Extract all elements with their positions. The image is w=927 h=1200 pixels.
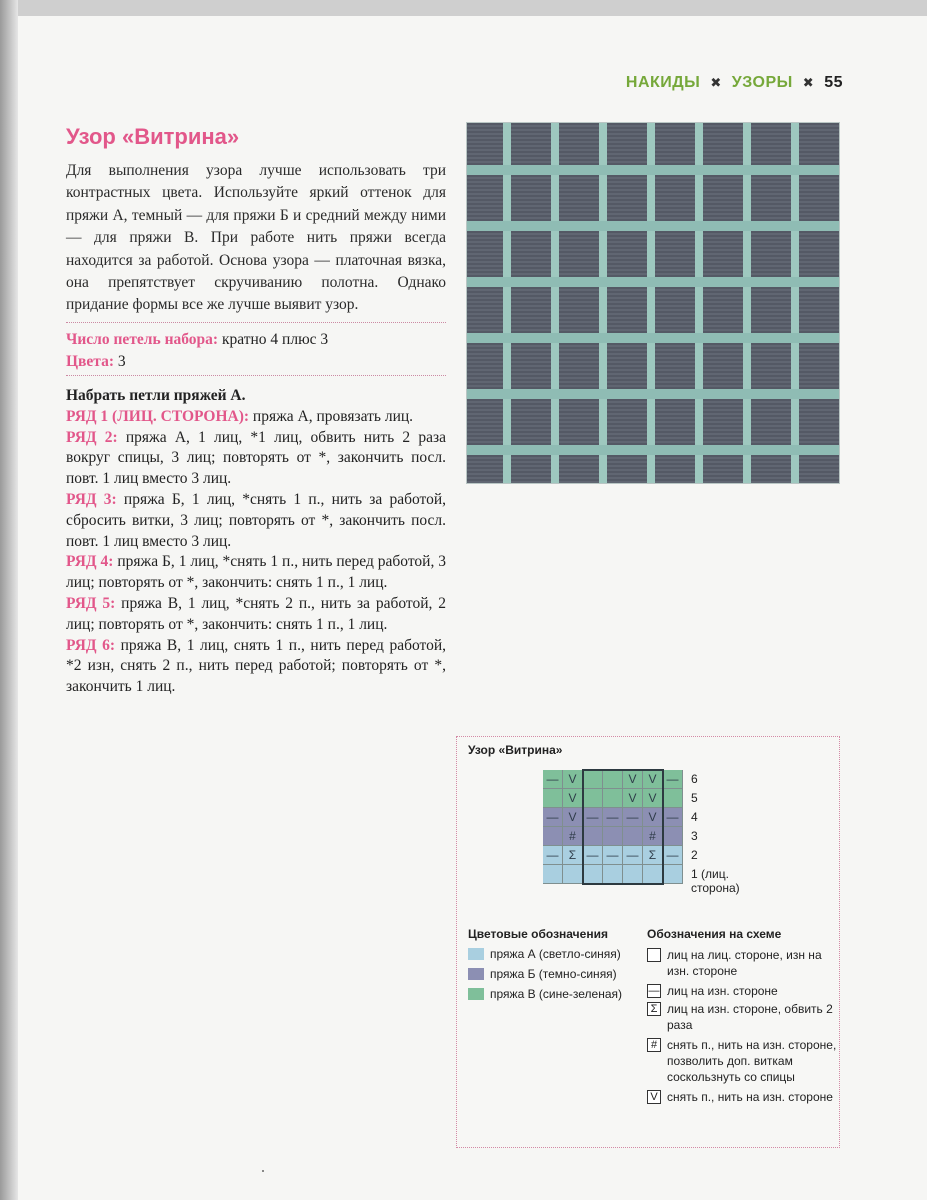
header-section-2: УЗОРЫ: [731, 74, 793, 91]
chart-cell: —: [663, 770, 683, 789]
chart-row-number: 4: [691, 810, 698, 824]
cast-on-count: [66, 329, 446, 351]
chart-row-number: 3: [691, 829, 698, 843]
chart-cell: —: [623, 808, 643, 827]
symbol-legend-item: [647, 947, 845, 979]
row-text: пряжа Б, 1 лиц, *снять 1 п., нить перед работой, 3 лиц; повторять от *, закончить: снять 1 п., 1 лиц.: [66, 553, 447, 592]
chart-cell: —: [663, 808, 683, 827]
chart-title: Узор «Витрина»: [468, 743, 563, 757]
chart-cell: —: [603, 808, 623, 827]
stitch-symbol-icon: #: [647, 1038, 661, 1052]
page-top-edge: [0, 0, 927, 16]
chart-cell: V: [563, 789, 583, 808]
chart-cell: [663, 827, 683, 846]
colors-label: Цвета:: [66, 353, 115, 370]
row-text: пряжа Б, 1 лиц, *снять 1 п., нить за работой, сбросить витки, 3 лиц; повторять от *, закончить посл. повт. 1 лиц вместо 3 лиц.: [66, 490, 446, 550]
chart-cell: #: [643, 827, 663, 846]
stitch-symbol-icon: Σ: [647, 1002, 661, 1016]
colors-count: [66, 351, 446, 373]
row-text: пряжа А, 1 лиц, *1 лиц, обвить нить 2 раза вокруг спицы, 3 лиц; повторять от *, закончить посл. повт. 1 лиц вместо 3 лиц.: [66, 428, 447, 488]
color-legend-item: [468, 987, 622, 1001]
chart-cell: —: [543, 770, 563, 789]
chart-cell: [663, 865, 683, 884]
row-label: РЯД 5:: [66, 594, 116, 612]
intro-paragraph: Для выполнения узора лучше использовать три контрастных цвета. Используйте яркий оттенок для пряжи А, темный — для пряжи Б и средний между ними — для пряжи В. При работе нить пряжи всегда находится за работой. Основа узора — платочная вязка, она препятствует скручиванию полотна. Однако придание формы все же лучше выявит узор.: [66, 162, 446, 314]
color-legend-label: пряжа В (сине-зеленая): [490, 987, 623, 1001]
colors-value: 3: [114, 353, 126, 370]
chart-row-number: 2: [691, 848, 698, 862]
chart-cell: V: [563, 770, 583, 789]
row-label: РЯД 6:: [66, 636, 116, 654]
symbol-legend-label: лиц на лиц. стороне, изн на изн. стороне: [667, 948, 822, 978]
symbol-legend-item: [647, 983, 845, 999]
row-label: РЯД 1 (ЛИЦ. СТОРОНА):: [66, 407, 250, 425]
header-separator-icon: ✖: [710, 75, 722, 90]
cast-on-value: кратно 4 плюс 3: [218, 331, 329, 348]
row-label: РЯД 4:: [66, 553, 114, 571]
chart-row-number: 5: [691, 791, 698, 805]
row-label: РЯД 2:: [66, 428, 118, 446]
pattern-title: Узор «Витрина»: [66, 124, 240, 149]
header-separator-icon: ✖: [802, 75, 815, 90]
chart-cell: V: [623, 789, 643, 808]
chart-cell: V: [643, 770, 663, 789]
chart-cell: Σ: [643, 846, 663, 865]
color-legend-label: пряжа Б (темно-синяя): [490, 967, 617, 981]
chart-cell: [663, 789, 683, 808]
page-header: [626, 74, 843, 92]
chart-cell: Σ: [563, 846, 583, 865]
speck: [262, 1170, 264, 1172]
chart-cell: —: [663, 846, 683, 865]
chart-box: [456, 736, 840, 1148]
color-legend-title: Цветовые обозначения: [468, 927, 608, 941]
chart-cell: —: [583, 808, 603, 827]
row-instruction: [66, 490, 446, 552]
row-text: пряжа В, 1 лиц, *снять 2 п., нить за работой, 2 лиц; повторять от *, закончить: снять 1 п., 1 лиц.: [66, 594, 447, 633]
symbol-legend-item: [647, 1037, 845, 1085]
chart-cell: —: [543, 846, 563, 865]
color-legend-item: [468, 967, 617, 981]
symbol-legend-label: лиц на изн. стороне, обвить 2 раза: [667, 1002, 833, 1032]
chart-cell: V: [563, 808, 583, 827]
cast-on-instruction: Набрать петли пряжей А.: [66, 387, 246, 404]
row-instruction: [66, 407, 446, 428]
color-legend-label: пряжа А (светло-синяя): [490, 947, 621, 961]
symbol-legend-label: лиц на изн. стороне: [667, 984, 778, 998]
chart-cell: V: [643, 808, 663, 827]
row-text: пряжа А, провязать лиц.: [249, 407, 414, 425]
color-swatch: [468, 988, 484, 1000]
stitch-symbol-icon: [647, 948, 661, 962]
row-label: РЯД 3:: [66, 490, 117, 508]
page-number: 55: [824, 74, 843, 91]
chart-cell: [543, 865, 563, 884]
symbol-legend-label: снять п., нить на изн. стороне, позволить доп. виткам соскользнуть со спицы: [667, 1038, 837, 1084]
knitted-swatch-photo: [466, 122, 840, 484]
divider: [66, 322, 446, 323]
row-text: пряжа В, 1 лиц, снять 1 п., нить перед работой, *2 изн, снять 2 п., нить перед работой; повторять от *, закончить 1 лиц.: [66, 636, 446, 696]
symbol-legend-label: снять п., нить на изн. стороне: [667, 1090, 833, 1104]
cast-on-label: Число петель набора:: [66, 331, 219, 348]
symbol-legend-title: Обозначения на схеме: [647, 927, 782, 941]
chart-cell: —: [583, 846, 603, 865]
header-section-1: НАКИДЫ: [625, 74, 701, 91]
chart-cell: #: [563, 827, 583, 846]
pattern-facts: [66, 329, 446, 373]
row-instruction: [66, 636, 446, 698]
chart-row-number: 6: [691, 772, 698, 786]
chart-cell: —: [603, 846, 623, 865]
pattern-repeat-frame: [582, 769, 664, 885]
stitch-symbol-icon: V: [647, 1090, 661, 1104]
symbol-legend-item: [647, 1001, 845, 1033]
color-legend-item: [468, 947, 621, 961]
color-swatch: [468, 968, 484, 980]
chart-cell: [543, 789, 563, 808]
row-instruction: [66, 552, 446, 594]
divider: [66, 375, 446, 376]
chart-cell: [543, 827, 563, 846]
chart-cell: —: [623, 846, 643, 865]
symbol-legend-item: [647, 1089, 845, 1105]
row-instruction: [66, 594, 446, 636]
chart-row-number: 1 (лиц. сторона): [691, 867, 740, 895]
instructions: [66, 386, 446, 698]
row-instruction: [66, 428, 446, 490]
color-swatch: [468, 948, 484, 960]
chart-cell: V: [643, 789, 663, 808]
stitch-symbol-icon: —: [648, 985, 660, 997]
chart-cell: V: [623, 770, 643, 789]
chart-cell: [563, 865, 583, 884]
chart-cell: —: [543, 808, 563, 827]
page-gutter-shadow: [0, 0, 18, 1200]
